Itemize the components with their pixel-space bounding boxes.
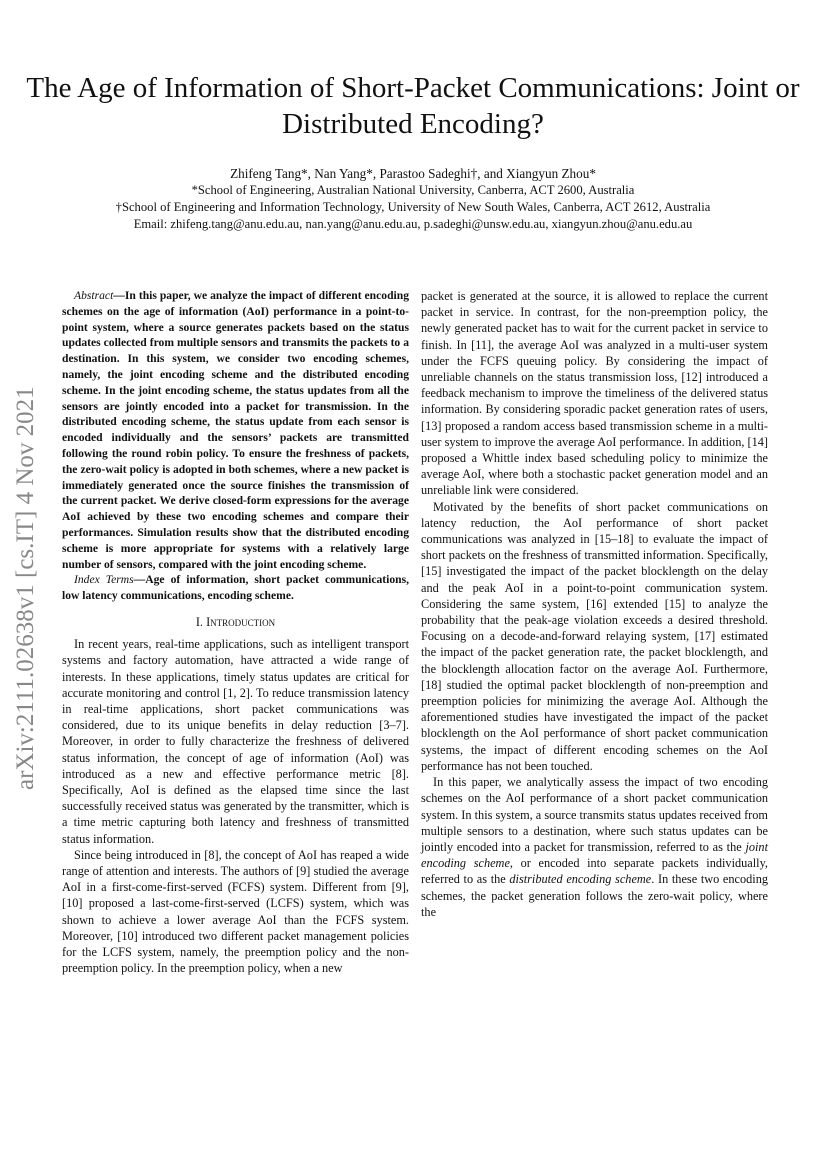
abstract: [62, 288, 409, 572]
paper-title: The Age of Information of Short-Packet Communications: Joint or Distributed Encoding?: [26, 72, 800, 140]
paragraph: In recent years, real-time applications, such as intelligent transport systems and factory automation, have attracted a wide range of interests. In these applications, timely status updates are critical for accurate monitoring and control [1, 2]. To reduce transmission latency in real-time applications, short packet communications was considered, due to its unique benefits in delay reduction [3–7]. Moreover, in order to fully characterize the freshness of delivered status information, the concept of age of information (AoI) was introduced as a new and effective performance metric [8]. Specifically, AoI is defined as the elapsed time since the last successfully received status was generated by the transmitter, which is a time metric capturing both latency and freshness of transmitted status information.: [62, 637, 409, 846]
paragraph: [421, 774, 768, 920]
index-terms-text: —Age of information, short packet communications, low latency communications, encoding scheme.: [62, 573, 410, 603]
paragraph: Since being introduced in [8], the concept of AoI has reaped a wide range of attention and interests. The authors of [9] studied the average AoI in a first-come-first-served (FCFS) system. Different from [9], [10] proposed a last-come-first-served (LCFS) system, which was shown to achieve a lower average AoI than the FCFS system. Moreover, [10] introduced two different packet management policies for the LCFS system, namely, the preemption policy and the non-preemption policy. In the preemption policy, when a new: [62, 847, 409, 976]
text-segment: . In these two encoding schemes, the packet generation follows the zero-wait policy, where the: [421, 872, 768, 919]
index-terms: [62, 572, 409, 604]
author-list: Zhifeng Tang*, Nan Yang*, Parastoo Sadeghi†, and Xiangyun Zhou*: [230, 166, 596, 181]
index-terms-label: Index Terms: [74, 573, 134, 587]
emphasis-distributed-encoding: distributed encoding scheme: [509, 872, 652, 887]
paragraph: packet is generated at the source, it is allowed to replace the current packet in service. In contrast, for the non-preemption policy, the newly generated packet has to wait for the current packet in service to finish. In [11], the average AoI was analyzed in a multi-user system under the FCFS queuing policy. By considering the impact of unreliable channels on the status transmission loss, [12] introduced a feedback mechanism to improve the timeliness of the delivered status information. By considering sporadic packet generation rates of users, [13] proposed a random access based transmission scheme in a multi-user system to improve the average AoI performance. In addition, [14] proposed a Whittle index based scheduling policy to minimize the average AoI, where both a stochastic packet generation model and an unreliable link were considered.: [421, 289, 768, 498]
arxiv-watermark: arXiv:2111.02638v1 [cs.IT] 4 Nov 2021: [12, 386, 39, 790]
affiliation-2: †School of Engineering and Information Technology, University of New South Wales, Canberra, ACT 2612, Australia: [115, 200, 711, 214]
left-column: [62, 288, 409, 976]
text-segment: , or encoded into separate packets individually, referred to as the: [421, 856, 768, 887]
right-column: [421, 288, 768, 920]
paragraph: Motivated by the benefits of short packet communications on latency reduction, the AoI performance of short packet communications was analyzed in [15–18] to evaluate the impact of short packets on the freshness of transmitted information. Specifically, [15] investigated the impact of the packet blocklength on the delay and the peak AoI in a point-to-point communication system. Considering the same system, [16] extended [15] to analyze the probability that the peak-age violation exceeds a desired threshold. Focusing on a decode-and-forward relaying system, [17] estimated the impact of the packet generation rate, the packet blocklength, and the blocklength allocation factor on the average AoI. Furthermore, [18] studied the optimal packet blocklength of non-preemption and preemption policies for minimizing the average AoI. Although the aforementioned studies have investigated the impact of the packet blocklength on the AoI performance of short packet communication systems, the impact of different encoding schemes on the AoI performance has not been touched.: [421, 499, 768, 773]
abstract-text: —In this paper, we analyze the impact of different encoding schemes on the age of information (AoI) performance in a point-to-point system, where a source generates packets based on the status updates collected from multiple sensors and transmits the packets to a destination. In this system, we consider two encoding schemes, namely, the joint encoding scheme and the distributed encoding scheme. In the joint encoding scheme, the status updates from all the sensors are jointly encoded into a packet for transmission. In the distributed encoding scheme, the status update from each sensor is encoded individually and the sensors’ packets are transmitted following the round robin policy. To ensure the freshness of packets, the zero-wait policy is adopted in both schemes, where a new packet is immediately generated once the source finishes the transmission of the current packet. We derive closed-form expressions for the average AoI achieved by these two encoding schemes and compare their performances. Simulation results show that the distributed encoding scheme is more appropriate for systems with a relatively large number of sensors, compared with the joint encoding scheme.: [62, 289, 409, 571]
email-line: Email: zhifeng.tang@anu.edu.au, nan.yang@anu.edu.au, p.sadeghi@unsw.edu.au, xiangyun.zhou@anu.edu.au: [133, 217, 693, 231]
section-heading: I. Introduction: [195, 614, 276, 629]
affiliation-1: *School of Engineering, Australian National University, Canberra, ACT 2600, Australia: [191, 183, 635, 197]
abstract-label: Abstract: [74, 289, 114, 302]
text-segment: In this paper, we analytically assess the impact of two encoding schemes on the AoI performance of a short packet communication system. In this system, a source transmits status updates received from multiple sensors to a destination, where such status updates can be jointly encoded into a packet for transmission, referred to as the: [421, 775, 768, 854]
emphasis-joint-encoding: joint encoding scheme: [421, 839, 768, 871]
author-block: [0, 165, 826, 233]
